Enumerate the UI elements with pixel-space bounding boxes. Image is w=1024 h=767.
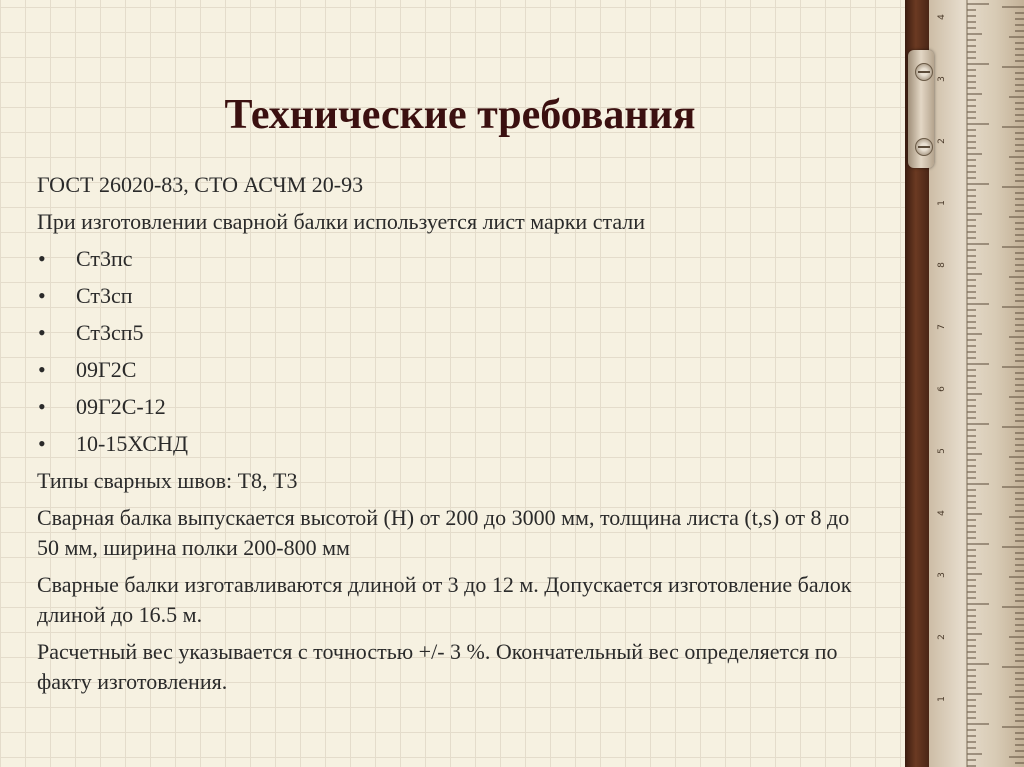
bullet-icon: •	[38, 394, 46, 419]
ruler-decoration	[905, 0, 1024, 767]
slide-title: Технические требования	[224, 92, 696, 138]
ruler-number: 3	[936, 76, 947, 82]
bullet-icon: •	[38, 357, 46, 382]
ruler-number: 7	[936, 324, 947, 330]
list-item	[37, 281, 867, 311]
dimensions-paragraph: Сварная балка выпускается высотой (Н) от 200 до 3000 мм, толщина листа (t,s) от 8 до 50 мм, ширина полки 200-800 мм	[37, 505, 850, 560]
ruler-number: 2	[936, 138, 947, 144]
ruler-number: 1	[936, 200, 947, 206]
material-line: При изготовлении сварной балки используется лист марки стали	[37, 209, 646, 234]
ruler-number: 4	[936, 14, 947, 20]
weight-paragraph: Расчетный вес указывается с точностью +/- 3 %. Окончательный вес определяется по факту изготовления.	[37, 639, 838, 694]
ruler-number: 2	[936, 634, 947, 640]
ruler-number: 6	[936, 386, 947, 392]
steel-grade: 09Г2С	[76, 357, 137, 382]
screw-icon	[915, 63, 933, 81]
steel-grade: Ст3пс	[76, 246, 133, 271]
standards-line: ГОСТ 26020-83, СТО АСЧМ 20-93	[37, 172, 364, 197]
list-item	[37, 429, 867, 459]
length-paragraph: Сварные балки изготавливаются длиной от 3 до 12 м. Допускается изготовление балок длиной до 16.5 м.	[37, 572, 852, 627]
steel-grade: 09Г2С-12	[76, 394, 166, 419]
bullet-icon: •	[38, 320, 46, 345]
ruler-number: 8	[936, 262, 947, 268]
bullet-icon: •	[38, 431, 46, 456]
steel-grade: 10-15ХСНД	[76, 431, 188, 456]
ruler-number: 1	[936, 696, 947, 702]
ruler-number: 5	[936, 448, 947, 454]
ruler-number: 4	[936, 510, 947, 516]
list-item	[37, 392, 867, 422]
weld-types-paragraph: Типы сварных швов: Т8, Т3	[37, 468, 298, 493]
ruler-clamp	[908, 50, 934, 168]
screw-icon	[915, 138, 933, 156]
list-item	[37, 355, 867, 385]
list-item	[37, 318, 867, 348]
ruler-number: 3	[936, 572, 947, 578]
bullet-icon: •	[38, 283, 46, 308]
steel-grade: Ст3сп5	[76, 320, 144, 345]
list-item	[37, 244, 867, 274]
slide-content	[37, 170, 867, 704]
ruler-ticks	[929, 0, 1024, 767]
bullet-icon: •	[38, 246, 46, 271]
steel-grade: Ст3сп	[76, 283, 133, 308]
steel-grade-list	[37, 244, 867, 459]
